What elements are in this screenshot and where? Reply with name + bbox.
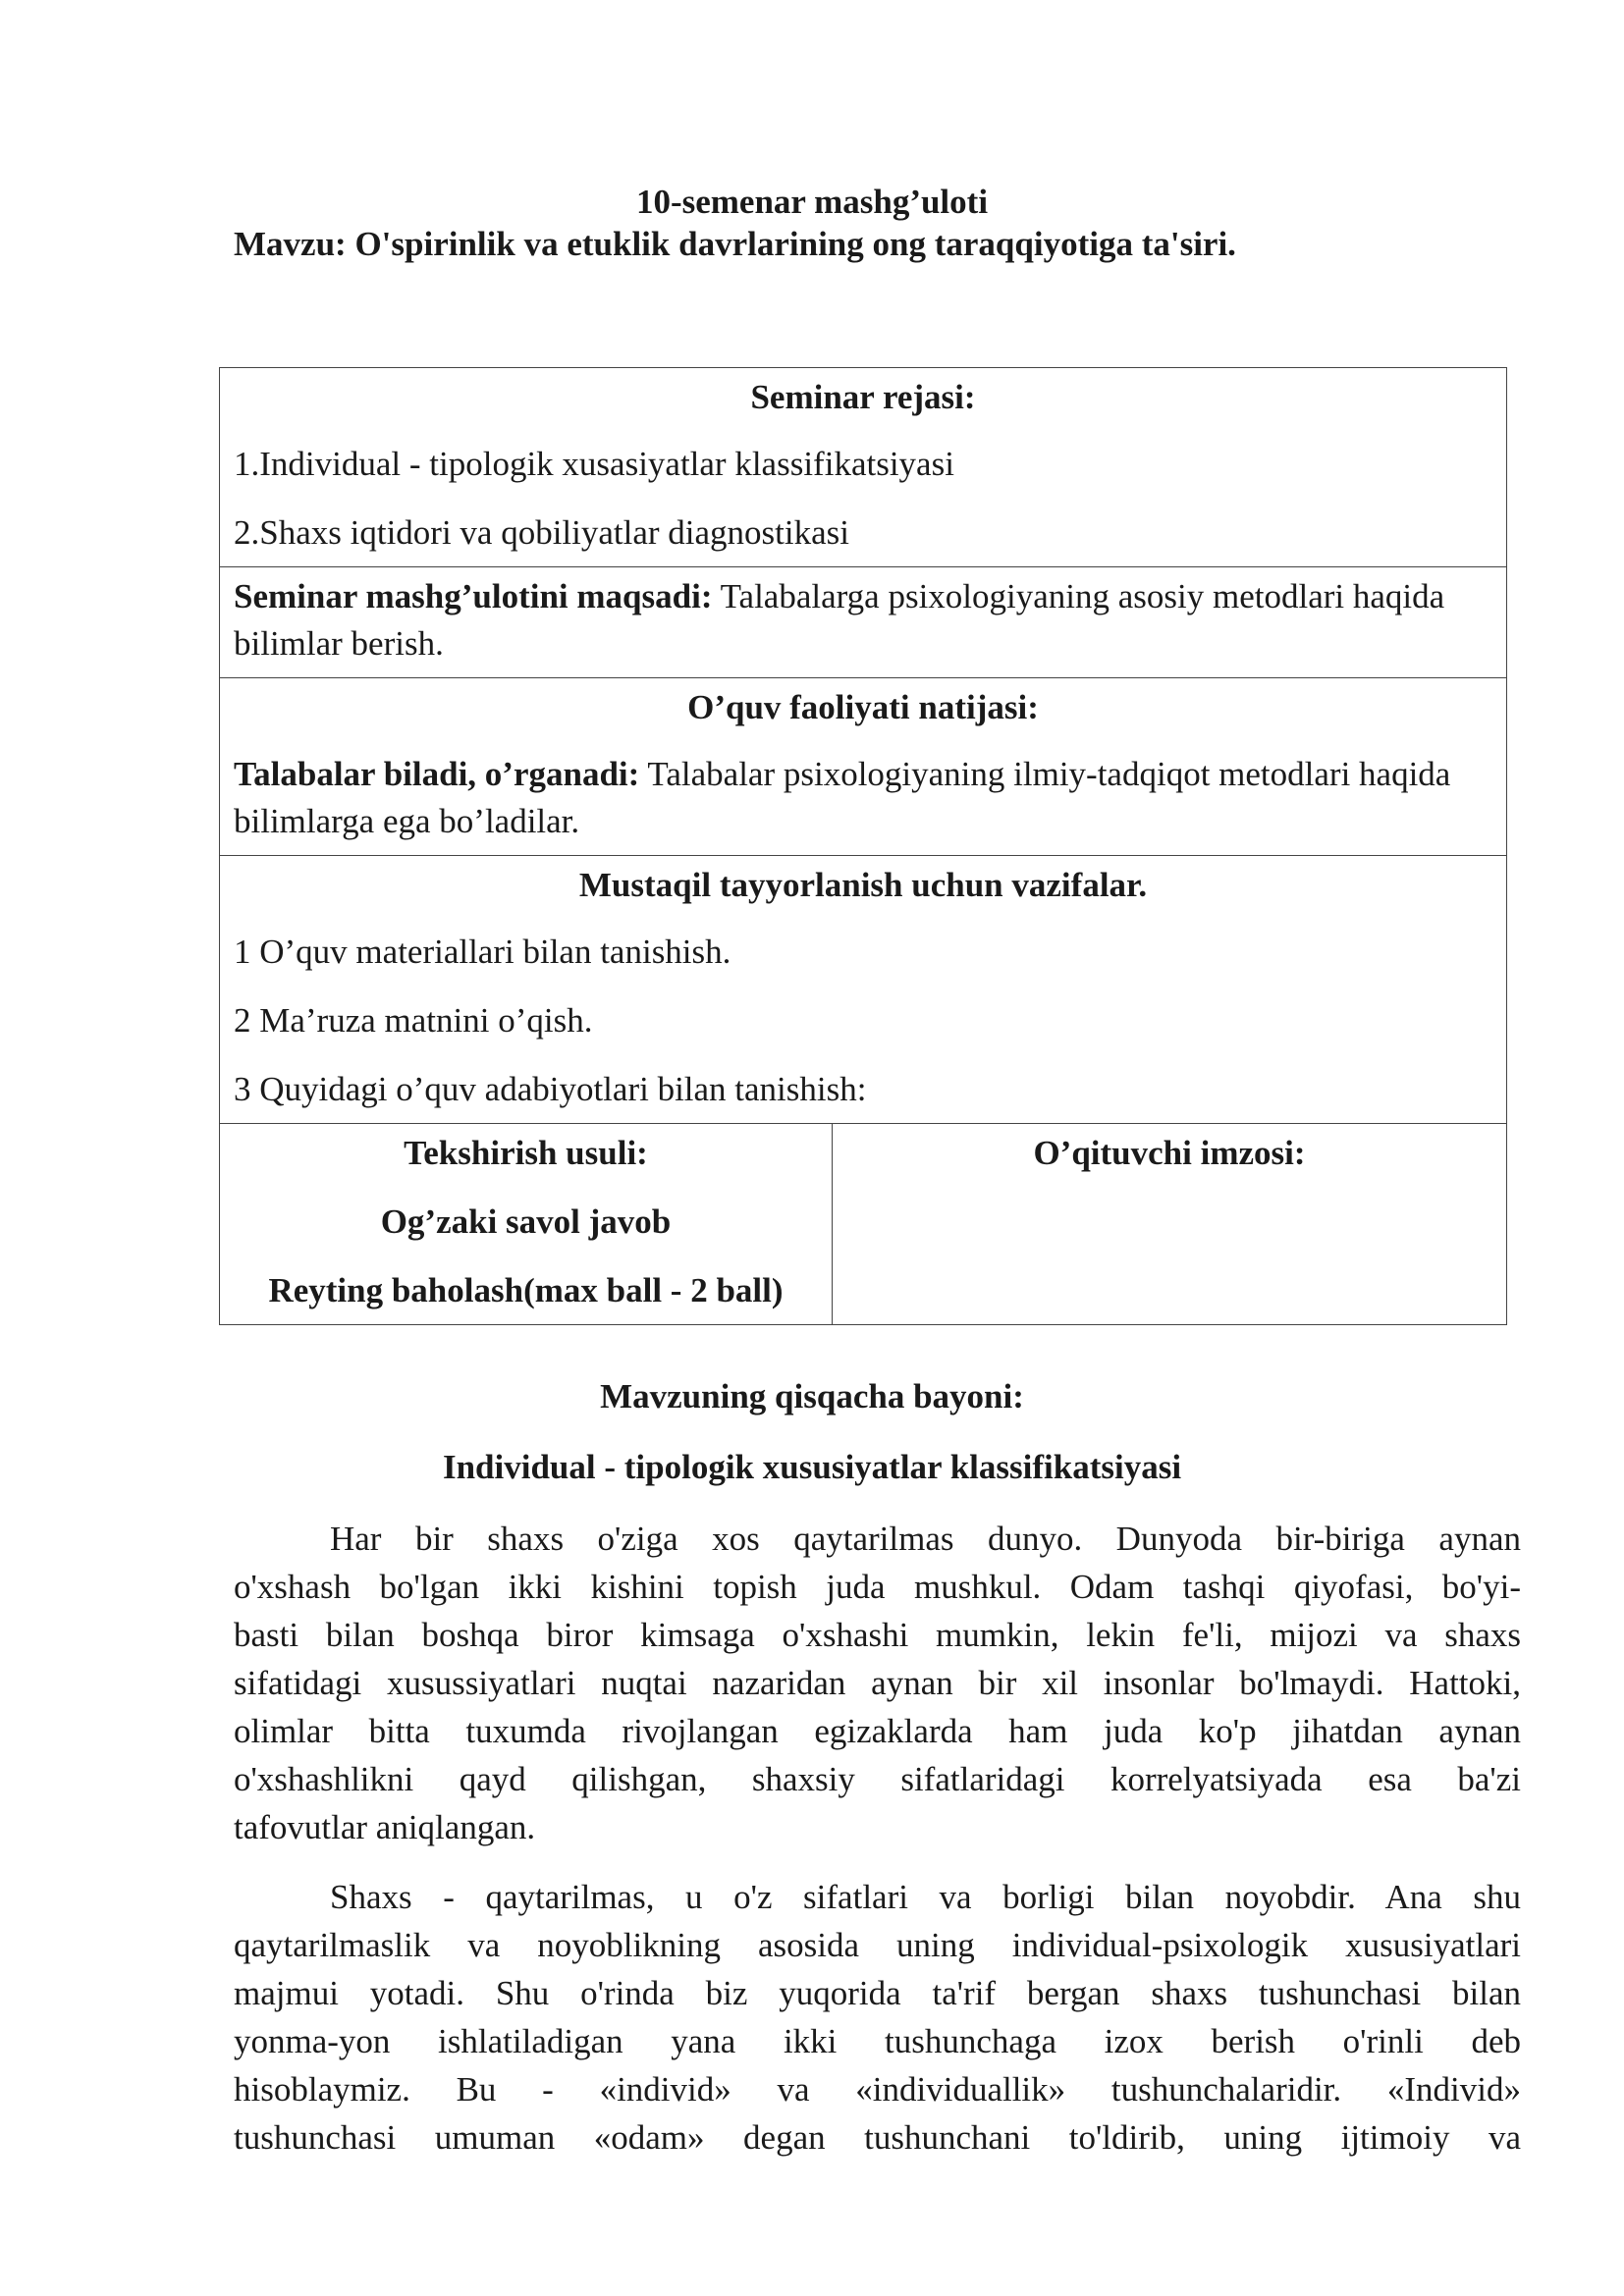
summary-heading: Mavzuning qisqacha bayoni: xyxy=(600,1377,1024,1415)
check-cell xyxy=(220,1124,833,1325)
result-text xyxy=(234,751,1492,845)
plan-item: 2.Shaxs iqtidori va qobiliyatlar diagnostikasi xyxy=(234,513,850,552)
task-item: 1 O’quv materiallari bilan tanishish. xyxy=(234,933,731,971)
result-heading: O’quv faoliyati natijasi: xyxy=(687,688,1039,726)
paragraph-line: basti bilan boshqa biror kimsaga o'xshashi mumkin, lekin fe'li, mijozi va shaxs xyxy=(234,1616,1521,1654)
paragraph-2 xyxy=(234,1873,1521,2162)
plan-cell xyxy=(220,368,1507,567)
tasks-cell xyxy=(220,856,1507,1124)
goal-label: Seminar mashg’ulotini maqsadi: xyxy=(234,577,713,615)
check-rating: Reyting baholash(max ball - 2 ball) xyxy=(268,1271,784,1309)
task-item: 2 Ma’ruza matnini o’qish. xyxy=(234,1001,593,1040)
paragraph-1 xyxy=(234,1515,1521,1851)
page-title: 10-semenar mashg’uloti xyxy=(635,183,989,221)
result-label: Talabalar biladi, o’rganadi: xyxy=(234,755,640,793)
signature-cell xyxy=(833,1124,1507,1325)
result-cell xyxy=(220,678,1507,856)
tasks-heading: Mustaqil tayyorlanish uchun vazifalar. xyxy=(578,866,1148,904)
tasks-row xyxy=(220,856,1507,1124)
paragraph-line: yonma-yon ishlatiladigan yana ikki tushunchaga izox berish o'rinli deb xyxy=(234,2022,1521,2060)
plan-heading: Seminar rejasi: xyxy=(750,378,976,416)
paragraph-line: tushunchasi umuman «odam» degan tushunchani to'ldirib, uning ijtimoiy va xyxy=(234,2118,1521,2157)
paragraph-line: olimlar bitta tuxumda rivojlangan egizaklarda ham juda ko'p jihatdan aynan xyxy=(234,1712,1521,1750)
paragraph-line: hisoblaymiz. Bu - «individ» va «individuallik» tushunchalaridir. «Individ» xyxy=(234,2070,1521,2109)
paragraph-line: majmui yotadi. Shu o'rinda biz yuqorida ta'rif bergan shaxs tushunchasi bilan xyxy=(234,1974,1521,2012)
signature-heading: O’qituvchi imzosi: xyxy=(1033,1134,1306,1172)
section-heading: Individual - tipologik xususiyatlar klassifikatsiyasi xyxy=(442,1448,1182,1486)
goal-description: Talabalarga psixologiyaning asosiy metodlari haqida bilimlar berish. xyxy=(234,577,1445,663)
paragraph-line: sifatidagi xusussiyatlari nuqtai nazaridan aynan bir xil insonlar bo'lmaydi. Hattoki, xyxy=(234,1664,1521,1702)
goal-row xyxy=(220,567,1507,678)
task-item: 3 Quyidagi o’quv adabiyotlari bilan tanishish: xyxy=(234,1070,867,1108)
goal-cell xyxy=(220,567,1507,678)
goal-text xyxy=(234,573,1492,667)
plan-row xyxy=(220,368,1507,567)
paragraph-line: tafovutlar aniqlangan. xyxy=(234,1808,536,1846)
check-method: Og’zaki savol javob xyxy=(380,1202,672,1241)
paragraph-line: o'xshashlikni qayd qilishgan, shaxsiy sifatlaridagi korrelyatsiyada esa ba'zi xyxy=(234,1760,1521,1798)
paragraph-line: Shaxs - qaytarilmas, u o'z sifatlari va borligi bilan noyobdir. Ana shu xyxy=(330,1878,1521,1916)
check-heading: Tekshirish usuli: xyxy=(404,1134,648,1172)
result-row xyxy=(220,678,1507,856)
paragraph-line: o'xshash bo'lgan ikki kishini topish juda mushkul. Odam tashqi qiyofasi, bo'yi- xyxy=(234,1568,1521,1606)
plan-item: 1.Individual - tipologik xusasiyatlar klassifikatsiyasi xyxy=(234,445,954,483)
topic-subtitle: Mavzu: O'spirinlik va etuklik davrlarining ong taraqqiyotiga ta'siri. xyxy=(234,225,1236,263)
check-row xyxy=(220,1124,1507,1325)
paragraph-line: Har bir shaxs o'ziga xos qaytarilmas dunyo. Dunyoda bir-biriga aynan xyxy=(330,1520,1521,1558)
seminar-plan-table xyxy=(219,367,1507,1325)
paragraph-line: qaytarilmaslik va noyoblikning asosida uning individual-psixologik xususiyatlari xyxy=(234,1926,1521,1964)
result-description: Talabalar psixologiyaning ilmiy-tadqiqot metodlari haqida bilimlarga ega bo’ladilar. xyxy=(234,755,1451,840)
